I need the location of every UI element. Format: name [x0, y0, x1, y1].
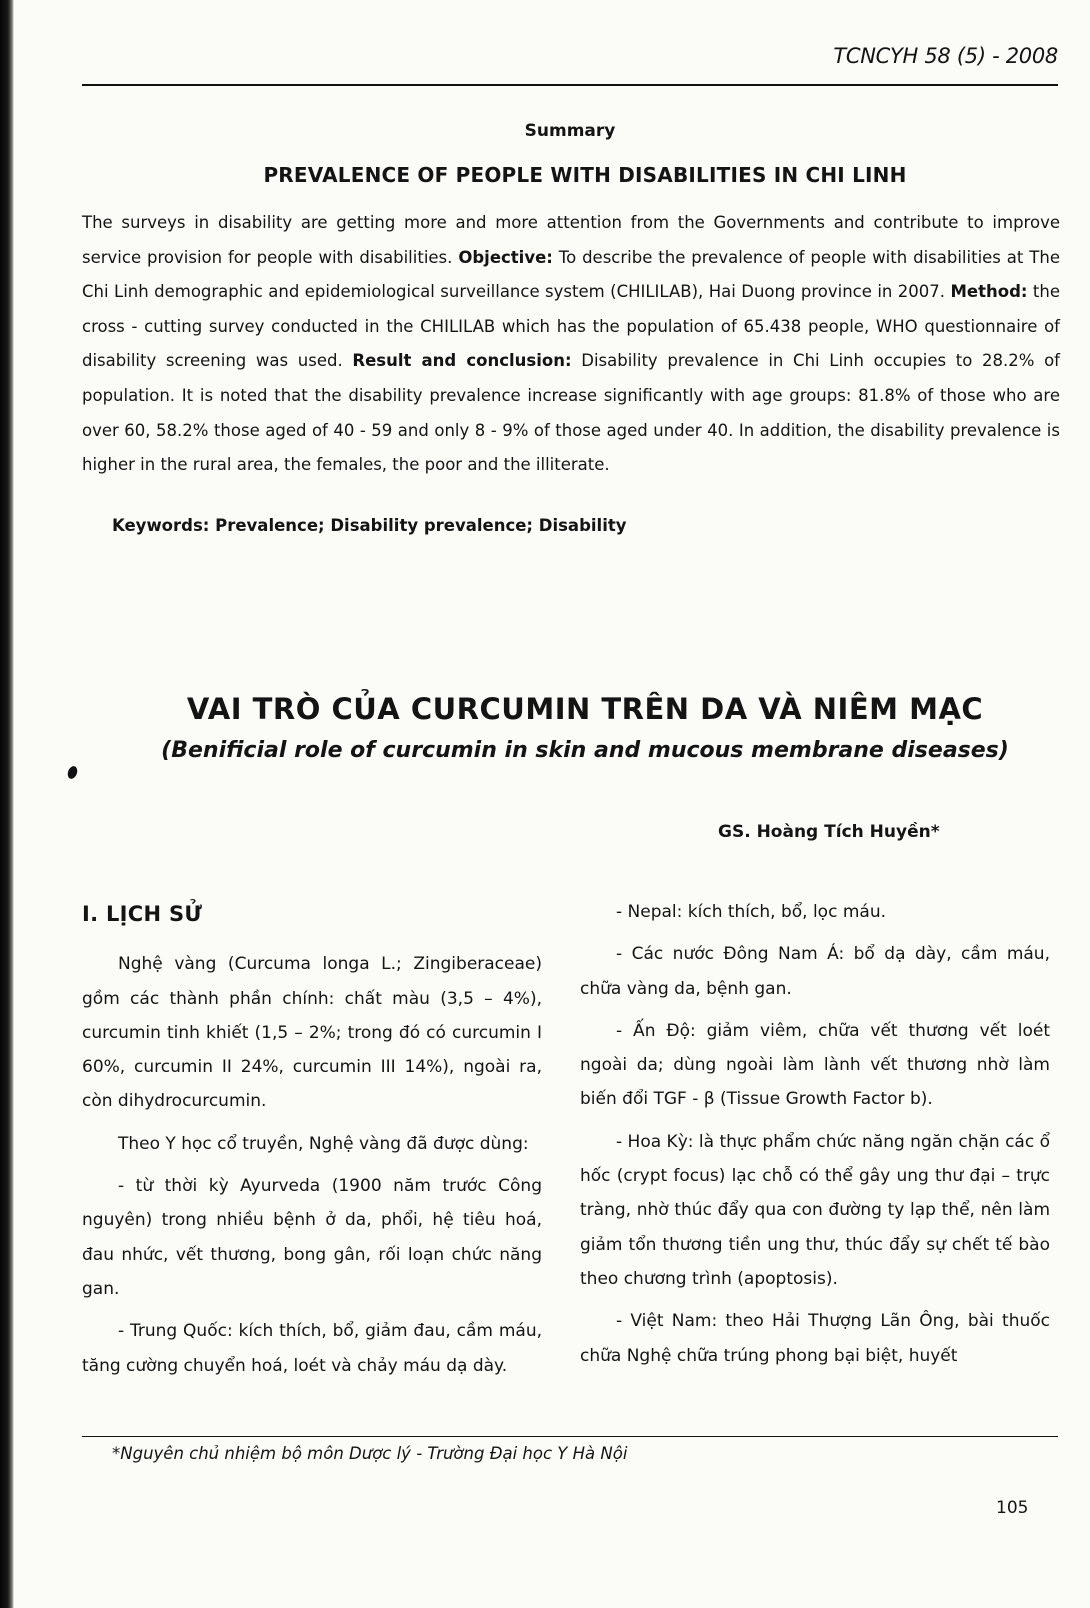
summary-title: PREVALENCE OF PEOPLE WITH DISABILITIES IN CHI LINH [263, 163, 907, 187]
result-label: Result and conclusion: [352, 351, 572, 371]
method-text: the cross - cutting survey conducted in the CHILILAB which has the population of 65.438 people, WHO questionnaire of disability screening was used. [82, 282, 1060, 371]
ink-dot-mark [66, 765, 79, 780]
summary-label: Summary [524, 121, 616, 141]
header-rule [82, 84, 1058, 86]
paragraph: - Các nước Đông Nam Á: bổ dạ dày, cầm máu, chữa vàng da, bệnh gan. [580, 944, 1050, 999]
section-heading: I. LỊCH SỬ [82, 902, 203, 926]
journal-reference: TCNCYH 58 (5) - 2008 [833, 44, 1058, 68]
page-binding-edge [0, 0, 14, 1608]
paragraph: Theo Y học cổ truyền, Nghệ vàng đã được dùng: [118, 1133, 529, 1154]
paragraph: - Việt Nam: theo Hải Thượng Lãn Ông, bài thuốc chữa Nghệ chữa trúng phong bại biệt, huyết [580, 1311, 1050, 1366]
objective-label: Objective: [458, 247, 553, 267]
article-subtitle: (Benificial role of curcumin in skin and mucous membrane diseases) [161, 738, 1009, 763]
objective-text: To describe the prevalence of people with disabilities at The Chi Linh demographic and epidemiological surveillance system (CHILILAB), Hai Duong province in 2007. [82, 247, 1060, 302]
method-label: Method: [950, 282, 1028, 302]
footnote-rule [82, 1436, 380, 1437]
paragraph: - từ thời kỳ Ayurveda (1900 năm trước Công nguyên) trong nhiều bệnh ở da, phổi, hệ tiêu hoá, đau nhức, vết thương, bong gân, rối loạn chức năng gan. [82, 1176, 542, 1299]
paragraph: - Ấn Độ: giảm viêm, chữa vết thương vết loét ngoài da; dùng ngoài làm lành vết thương nhờ làm biến đổi TGF - β (Tissue Growth Factor b). [580, 1020, 1050, 1110]
keywords [112, 516, 627, 535]
article-title: VAI TRÒ CỦA CURCUMIN TRÊN DA VÀ NIÊM MẠC [186, 692, 984, 726]
paragraph: Nghệ vàng (Curcuma longa L.; Zingiberaceae) gồm các thành phần chính: chất màu (3,5 – 4%), curcumin tinh khiết (1,5 – 2%; trong đó có curcumin I 60%, curcumin II 24%, curcumin III 14%), ngoài ra, còn dihydrocurcumin. [82, 954, 542, 1112]
abstract-intro: The surveys in disability are getting more and more attention from the Governments and contribute to improve service provision for people with disabilities. [82, 213, 1060, 267]
footnote-rule-extension [380, 1436, 1058, 1437]
paragraph: - Trung Quốc: kích thích, bổ, giảm đau, cầm máu, tăng cường chuyển hoá, loét và chảy máu dạ dày. [82, 1321, 542, 1376]
keywords-label: Keywords: [112, 516, 210, 535]
page-number: 105 [996, 1498, 1029, 1518]
result-text: Disability prevalence in Chi Linh occupies to 28.2% of population. It is noted that the disability prevalence increase significantly with age groups: 81.8% of those who are over 60, 58.2% those aged of 40 - 59 and only 8 - 9% of those aged under 40. In addition, the disability prevalence is higher in the rural area, the females, the poor and the illiterate. [82, 351, 1060, 475]
paragraph: - Hoa Kỳ: là thực phẩm chức năng ngăn chặn các ổ hốc (crypt focus) lạc chỗ có thể gây ung thư đại – trực tràng, nhờ thúc đẩy qua con đường ty lạp thể, nên làm giảm tổn thương tiền ung thư, thúc đẩy sự chết tế bào theo chương trình (apoptosis). [580, 1131, 1050, 1289]
paragraph: - Nepal: kích thích, bổ, lọc máu. [616, 902, 886, 922]
keywords-text: Prevalence; Disability prevalence; Disability [209, 516, 627, 535]
left-column [82, 895, 542, 1391]
article-author: GS. Hoàng Tích Huyền* [718, 822, 940, 842]
right-column [580, 895, 1050, 1381]
footnote: *Nguyên chủ nhiệm bộ môn Dược lý - Trường Đại học Y Hà Nội [112, 1444, 628, 1463]
summary-abstract [82, 206, 1060, 483]
